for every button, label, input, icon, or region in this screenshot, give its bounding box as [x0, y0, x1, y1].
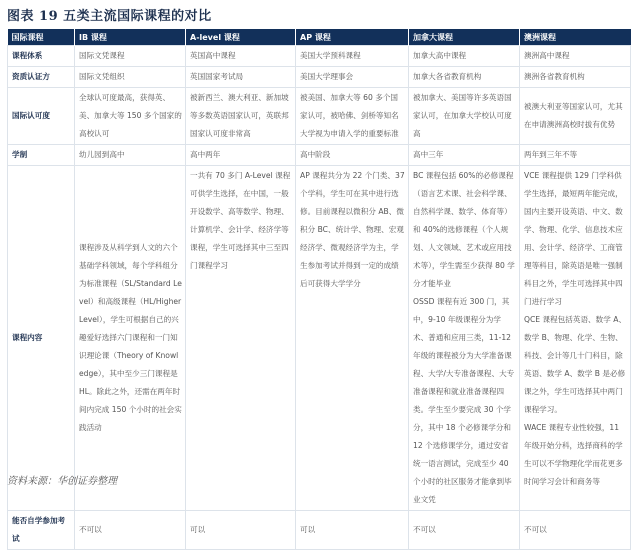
table-cell: 被澳大利亚等国家认可，尤其在申请澳洲高校时拔有优势: [520, 88, 631, 145]
table-cell: 课程涉及从科学到人文的六个基础学科领域，每个学科组分为标准课程（SL/Standard Level）和高级课程（HL/Higher Level），学生可根据自己的兴趣爱好选择六门课程和一门知识理论课（Theory of Knowledge），其中至少三门课程是 HL。除此之外，还需在两年时间内完成 150 个小时的社会实践活动: [75, 166, 186, 511]
source-note: 资料来源：华创证券整理: [7, 476, 117, 487]
table-cell: 不可以: [75, 511, 186, 550]
table-cell: 高中阶段: [296, 145, 409, 166]
header-cell: 加拿大课程: [409, 29, 520, 46]
table-cell: [520, 166, 631, 511]
table-cell: 美国大学理事会: [296, 67, 409, 88]
table-cell: 被加拿大、美国等许多英语国家认可，在加拿大学校认可度高: [409, 88, 520, 145]
header-cell: AP 课程: [296, 29, 409, 46]
table-cell: 高中两年: [186, 145, 296, 166]
row-label: 学制: [8, 145, 75, 166]
cell-paragraph: VCE 课程提供 129 门学科供学生选择，最短两年能完成，国内主要开设英语、中文、数学、物理、化学、信息技术应用、会计学、经济学、工商管理等科目，除英语是唯一强制科目之外，学生可选择其中四门进行学习: [524, 171, 623, 306]
table-cell: 澳洲高中课程: [520, 46, 631, 67]
table-cell: 英国高中课程: [186, 46, 296, 67]
cell-paragraph: WACE 课程专业性较强，11 年级开始分科，选择商科的学生可以不学物理化学而花更多时间学习会计和商务等: [524, 423, 623, 486]
table-cell: AP 课程共分为 22 个门类、37 个学科，学生可在其中进行选修。目前课程以微积分 AB、微积分 BC、统计学、物理、宏观经济学、微观经济学为主，学生参加考试并得到一定的成绩后可获得大学学分: [296, 166, 409, 511]
header-cell: 澳洲课程: [520, 29, 631, 46]
table-row: [8, 67, 631, 88]
table-cell: 不可以: [520, 511, 631, 550]
cell-paragraph: BC 课程包括 60%的必修课程（语言艺术课、社会科学课、自然科学课、数学、体育等）和 40%的选修课程（个人规划、人文领域、艺术或应用技术等），学生需至少获得 80 学分才能毕业: [413, 171, 515, 288]
table-row: [8, 145, 631, 166]
cell-paragraph: OSSD 课程有近 300 门，其中，9-10 年级课程分为学术、普通和应用三类，11-12 年级的课程被分为大学准备课程、大学/大专准备课程、大专准备课程和就业准备课程四类。学生至少要完成 30 个学分，其中 18 个必修课学分和 12 个选修课学分，通过安省统一语言测试，完成至少 40 个小时的社区服务才能拿到毕业文凭: [413, 297, 515, 504]
table-row: [8, 88, 631, 145]
row-label: 国际认可度: [8, 88, 75, 145]
header-cell: A-level 课程: [186, 29, 296, 46]
table-cell: 一共有 70 多门 A-Level 课程可供学生选择，在中国，一般开设数学、高等数学、物理、计算机学、会计学、经济学等课程，学生可选择其中三至四门课程学习: [186, 166, 296, 511]
table-cell: [409, 166, 520, 511]
table-header-row: [8, 29, 631, 46]
row-label: 课程体系: [8, 46, 75, 67]
table-cell: 可以: [186, 511, 296, 550]
table-cell: 高中三年: [409, 145, 520, 166]
table-cell: 澳洲各省教育机构: [520, 67, 631, 88]
table-row: [8, 46, 631, 67]
table-cell: 加拿大各省教育机构: [409, 67, 520, 88]
table-row: [8, 166, 631, 511]
table-cell: 不可以: [409, 511, 520, 550]
table-cell: 国际文凭课程: [75, 46, 186, 67]
table-row: [8, 511, 631, 550]
table-cell: 两年到三年不等: [520, 145, 631, 166]
table-cell: 全球认可度最高，获得英、美、加拿大等 150 多个国家的高校认可: [75, 88, 186, 145]
table-cell: 被美国、加拿大等 60 多个国家认可，被哈佛、剑桥等知名大学视为申请入学的重要标准: [296, 88, 409, 145]
table-cell: 英国国家考试局: [186, 67, 296, 88]
header-cell: IB 课程: [75, 29, 186, 46]
row-label: 能否自学参加考试: [8, 511, 75, 550]
table-cell: 美国大学预科课程: [296, 46, 409, 67]
row-label: 资质认证方: [8, 67, 75, 88]
table-cell: 加拿大高中课程: [409, 46, 520, 67]
table-cell: 幼儿园到高中: [75, 145, 186, 166]
table-cell: 可以: [296, 511, 409, 550]
cell-paragraph: QCE 课程包括英语、数学 A、数学 B、物理、化学、生物、科技、会计等几十门科目，除英语、数学 A、数学 B 是必修课之外，学生可选择其中两门课程学习。: [524, 315, 627, 414]
header-cell: 国际课程: [8, 29, 75, 46]
figure-title: 图表 19 五类主流国际课程的对比: [7, 9, 212, 24]
table-cell: 被新西兰、澳大利亚、新加坡等多数英语国家认可，英联邦国家认可度非常高: [186, 88, 296, 145]
row-label: 课程内容: [8, 166, 75, 511]
table-cell: 国际文凭组织: [75, 67, 186, 88]
